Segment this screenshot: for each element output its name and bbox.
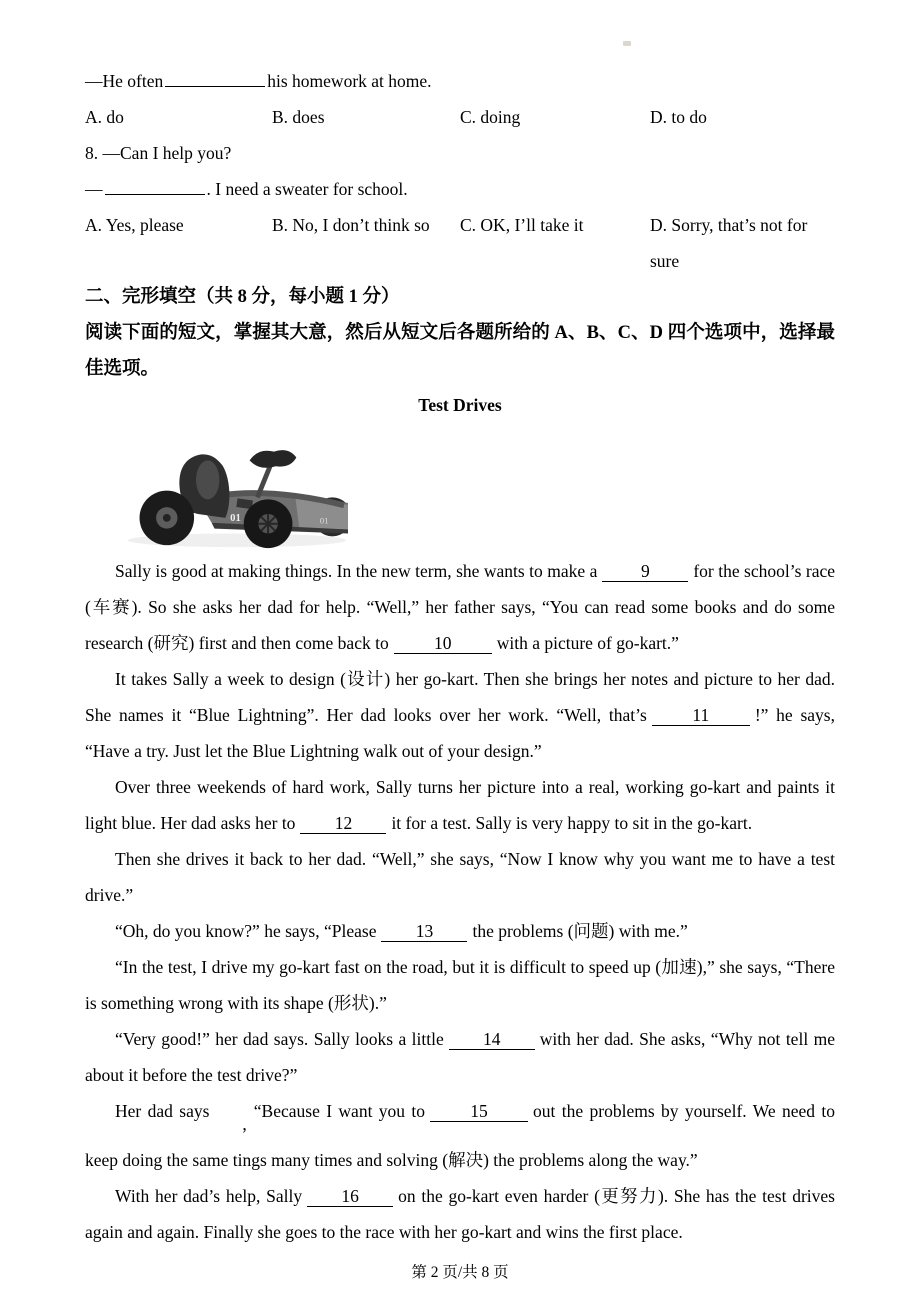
q8-reply-dash: —: [85, 179, 103, 199]
q8-option-c: C. OK, I’ll take it: [460, 215, 584, 235]
go-kart-image: [120, 439, 348, 551]
p9-text-2: on the go-kart even harder (更努力). She has the test drives again and again. Finally she goes to the race with her go-kart and wins the first place.: [85, 1186, 835, 1242]
go-kart-illustration: [120, 439, 348, 551]
passage-paragraph-8: [85, 1093, 835, 1178]
p3-text-1: Over three weekends of hard work, Sally turns her picture into a real, working go-kart and paints it light blue. Her dad asks her to: [85, 777, 835, 833]
p8-dropped-comma: ,: [242, 1114, 247, 1134]
blank-13: 13: [381, 921, 467, 942]
kart-nose-label: 01: [319, 515, 329, 526]
p7-text-2: with her dad. She asks, “Why not tell me about it before the test drive?”: [85, 1029, 835, 1085]
q7-option-c: C. doing: [460, 107, 521, 127]
q8-reply: [85, 171, 835, 207]
section-2-instructions: 阅读下面的短文，掌握其大意，然后从短文后各题所给的 A、B、C、D 四个选项中，选择最佳选项。: [85, 323, 835, 379]
passage-paragraph-5: [85, 913, 835, 949]
p8-text-1: Her dad says: [115, 1101, 210, 1121]
passage-paragraph-6: “In the test, I drive my go-kart fast on the road, but it is difficult to speed up (加速),” she says, “There is something wrong with its shape (形状).”: [85, 957, 835, 1013]
q8-option-d: D. Sorry, that’s not for sure: [650, 215, 808, 271]
q8-answer-blank: [105, 174, 205, 195]
q8-option-a: A. Yes, please: [85, 215, 184, 235]
blank-12: 12: [300, 813, 386, 834]
q8-reply-suffix: . I need a sweater for school.: [206, 179, 408, 199]
p5-text-2: the problems (问题) with me.”: [472, 921, 688, 941]
q8-question: 8. —Can I help you?: [85, 143, 232, 163]
p2-text-1: It takes Sally a week to design (设计) her go-kart. Then she brings her notes and picture to her dad. She names it “Blue Lightning”. Her dad looks over her work. “Well, that’s: [85, 669, 835, 725]
blank-16: 16: [307, 1186, 393, 1207]
blank-11: 11: [652, 705, 750, 726]
blank-15: 15: [430, 1101, 528, 1122]
p9-text-1: With her dad’s help, Sally: [115, 1186, 303, 1206]
blank-10: 10: [394, 633, 492, 654]
section-2-heading: 二、完形填空（共 8 分，每小题 1 分）: [85, 287, 400, 307]
q7-stem: [85, 63, 835, 99]
passage-paragraph-9: [85, 1178, 835, 1250]
kart-side-label: 01: [230, 511, 241, 524]
q7-options: [85, 99, 835, 135]
p7-text-1: “Very good!” her dad says. Sally looks a little: [115, 1029, 444, 1049]
q7-stem-suffix: his homework at home.: [267, 71, 432, 91]
p5-text-1: “Oh, do you know?” he says, “Please: [115, 921, 377, 941]
page-footer: 第 2 页/共 8 页: [411, 1264, 509, 1281]
p1-text-2: for the school’s race (车赛). So she asks her dad for help. “Well,” her father says, “You can read some books and do some research (研究) first and then come back to: [85, 561, 835, 653]
q7-stem-prefix: —He often: [85, 71, 164, 91]
passage-paragraph-7: [85, 1021, 835, 1093]
q7-option-a: A. do: [85, 107, 124, 127]
passage-paragraph-3: [85, 769, 835, 841]
blank-14: 14: [449, 1029, 535, 1050]
q8-option-b: B. No, I don’t think so: [272, 215, 430, 235]
passage-title: Test Drives: [418, 395, 502, 415]
p1-text-1: Sally is good at making things. In the new term, she wants to make a: [115, 561, 598, 581]
q8-options: [85, 207, 835, 279]
passage-paragraph-4: Then she drives it back to her dad. “Well,” she says, “Now I know why you want me to have a test drive.”: [85, 849, 835, 905]
scan-artifact-dot: [623, 41, 631, 46]
q7-answer-blank: [165, 66, 265, 87]
p3-text-2: it for a test. Sally is very happy to sit in the go-kart.: [391, 813, 753, 833]
p2-text-2: !” he says, “Have a try. Just let the Blue Lightning walk out of your design.”: [85, 705, 835, 761]
passage-paragraph-2: [85, 661, 835, 769]
p1-text-3: with a picture of go-kart.”: [496, 633, 679, 653]
blank-9: 9: [602, 561, 688, 582]
q7-option-b: B. does: [272, 107, 325, 127]
passage-paragraph-1: [85, 553, 835, 661]
q7-option-d: D. to do: [650, 107, 707, 127]
p8-text-2: “Because I want you to: [253, 1101, 426, 1121]
p8-text-3: out the problems by yourself. We need to keep doing the same tings many times and solving (解决) the problems along the way.”: [85, 1101, 835, 1170]
